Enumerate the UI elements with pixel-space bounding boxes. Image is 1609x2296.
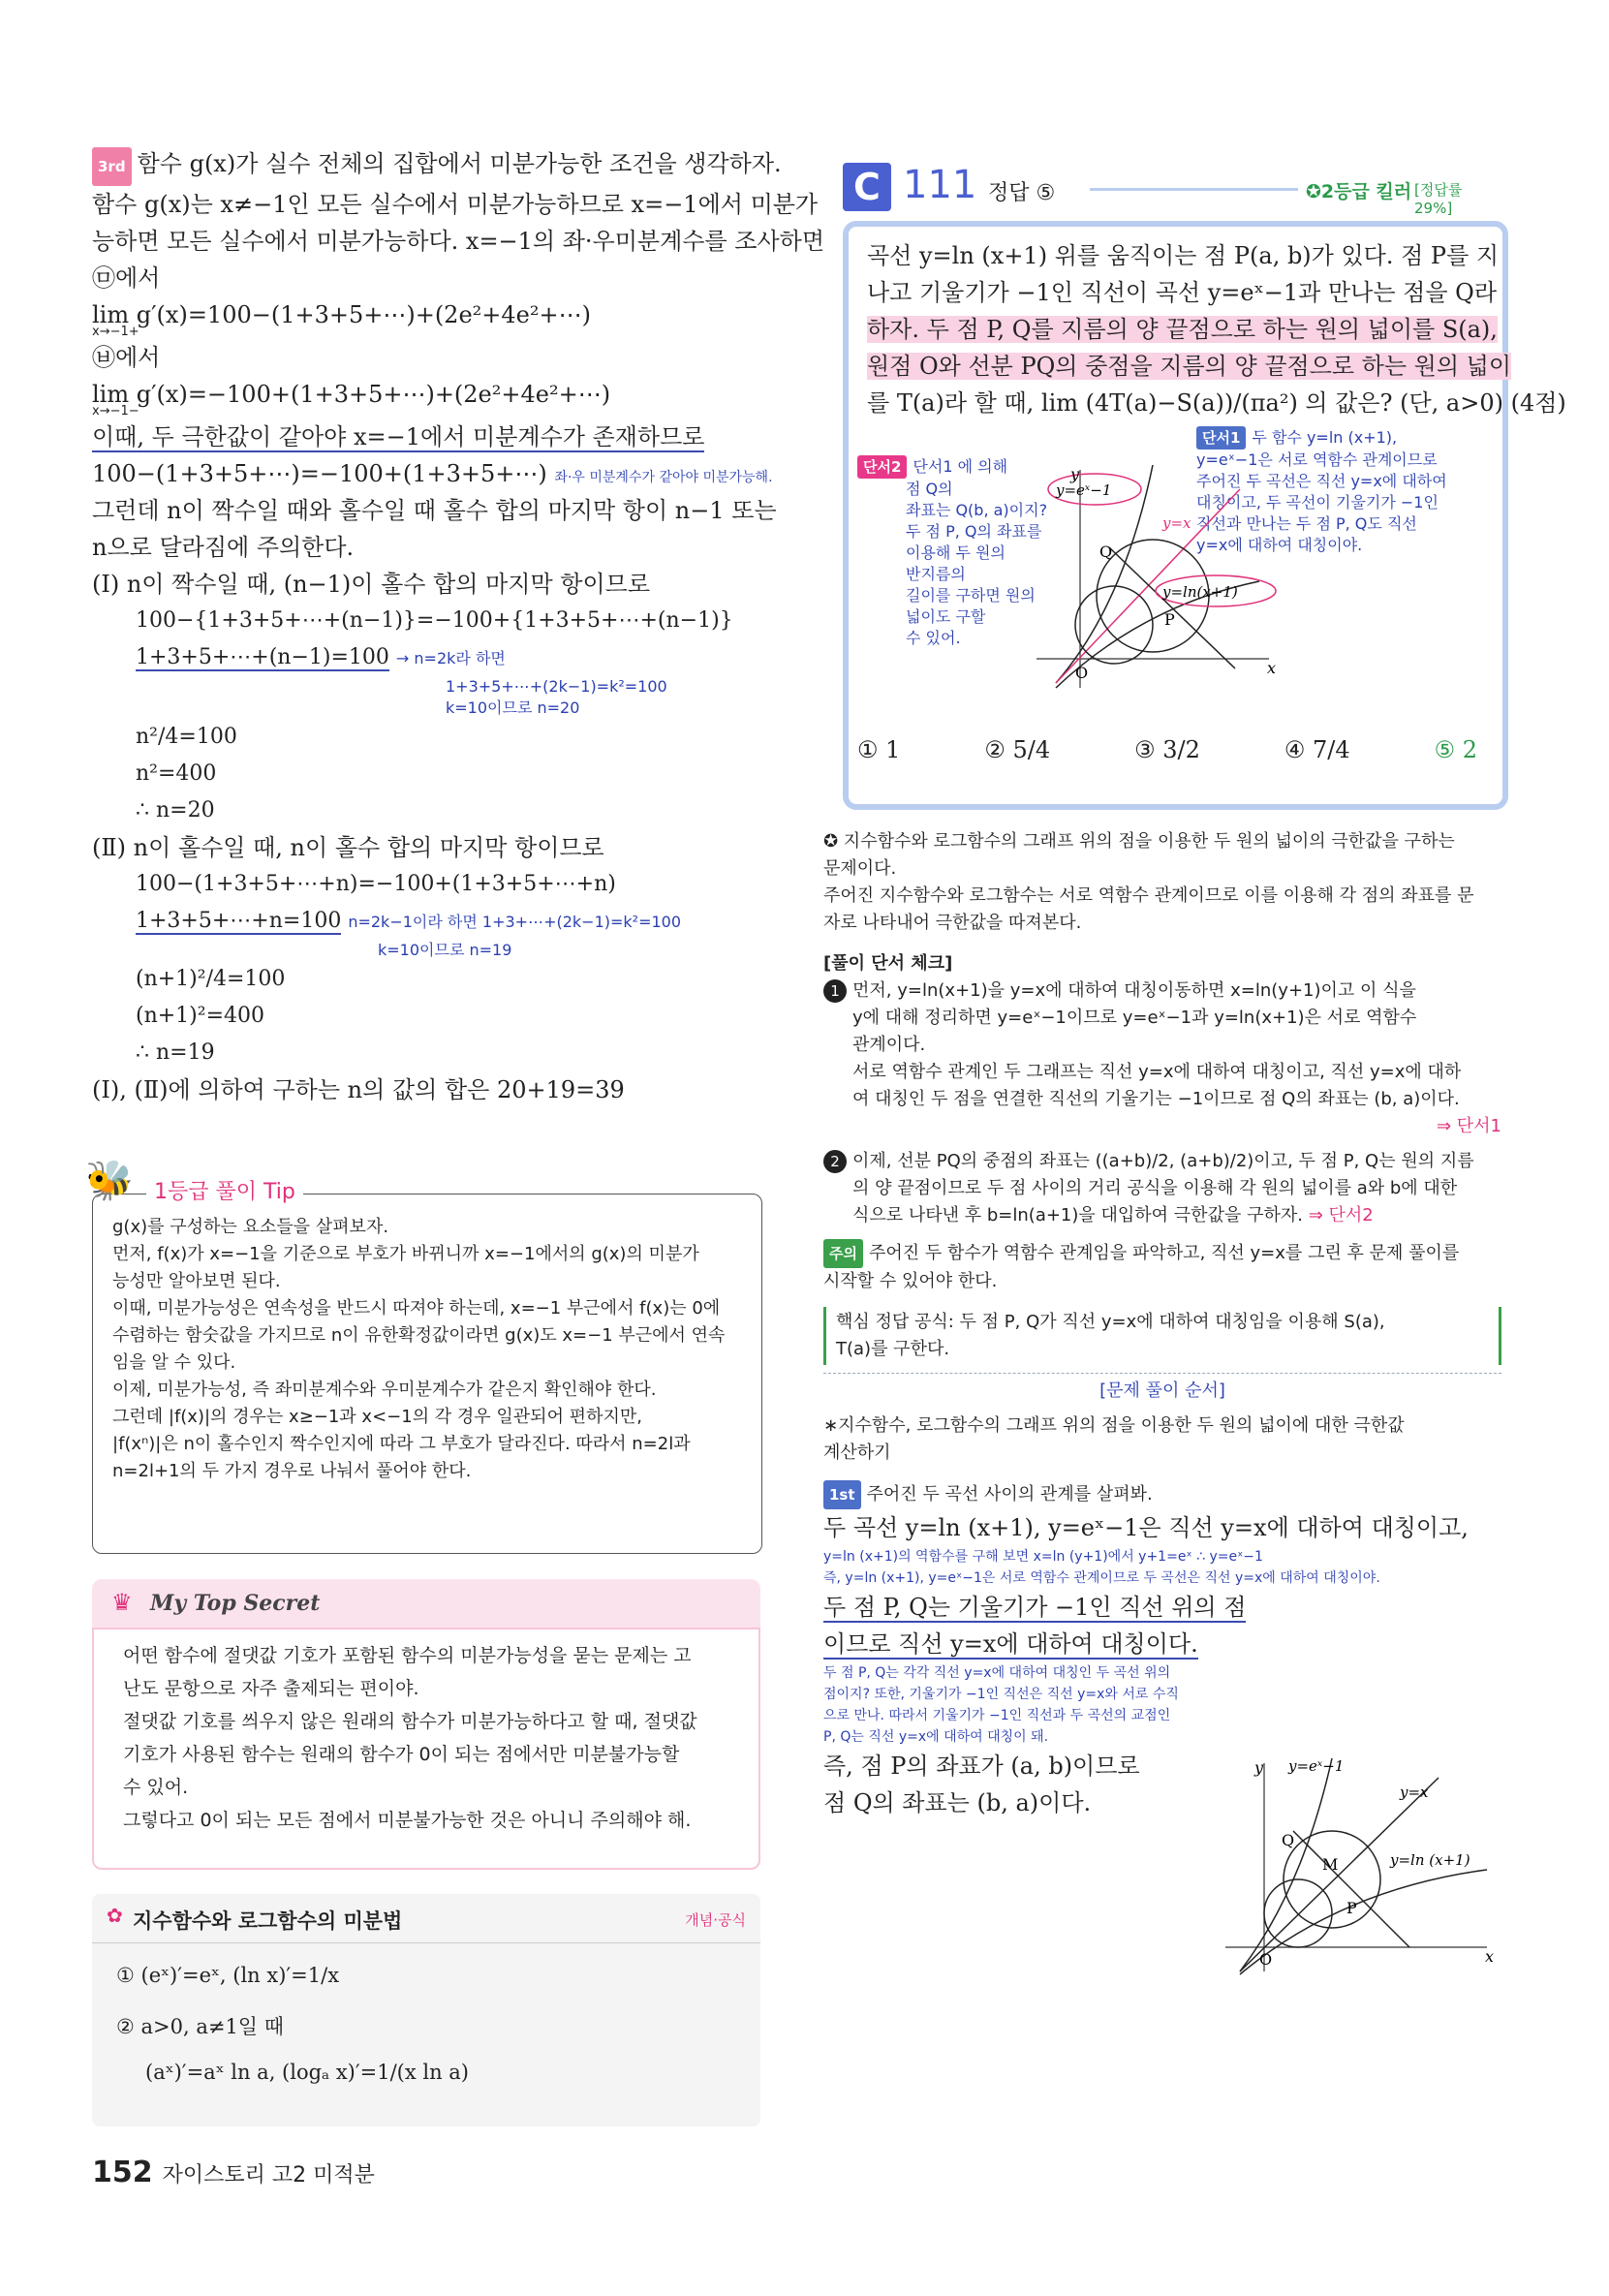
- intro-line-3: ㉤에서: [92, 264, 161, 292]
- overview-2: 주어진 지수함수와 로그함수는 서로 역함수 관계이므로 이를 이용해 각 점의 좌표를 문: [823, 885, 1474, 906]
- graph2-origin-label: O: [1259, 1950, 1273, 1969]
- graph2-y-label: y: [1254, 1758, 1264, 1777]
- key-box: [823, 1307, 1501, 1365]
- case2-line-3: (n+1)²=400: [136, 1004, 265, 1028]
- graph-x-label: x: [1267, 659, 1277, 677]
- tip-title: 1등급 풀이 Tip: [146, 1175, 303, 1205]
- intro-line-7: 이때, 두 극한값이 같아야 x=−1에서 미분계수가 존재하므로: [92, 423, 705, 450]
- problem-line-1: 나고 기울기가 −1인 직선이 곡선 y=eˣ−1과 만나는 점을 Q라: [867, 279, 1498, 306]
- step-badge: 3rd: [92, 147, 132, 186]
- secret-line-2: 절댓값 기호를 씌우지 않은 원래의 함수가 미분가능하다고 할 때, 절댓값: [123, 1711, 697, 1732]
- case2-line-4: ∴ n=19: [136, 1040, 215, 1065]
- order-0: ∗지수함수, 로그함수의 그래프 위의 점을 이용한 두 원의 넓이에 대한 극한값: [823, 1415, 1405, 1436]
- graph-exp-label: y=eˣ−1: [1056, 481, 1112, 499]
- case1-line-1: 1+3+5+⋯+(n−1)=100 → n=2k라 하면: [136, 645, 506, 669]
- hint2-line-4: 이용해 두 원의: [906, 543, 1006, 562]
- crown-icon: ♛: [111, 1589, 133, 1616]
- secret-box: [92, 1579, 760, 1870]
- secret-line-3: 기호가 사용된 함수는 원래의 함수가 0이 되는 점에서만 미분불가능할: [123, 1744, 680, 1765]
- left-column: [92, 145, 825, 1108]
- lim-sub-2: x→−1−: [92, 404, 139, 419]
- check2-0: 2 이제, 선분 PQ의 중점의 좌표는 ((a+b)/2, (a+b)/2)이고, 두 점 P, Q는 원의 지름: [823, 1148, 1501, 1175]
- hint2-line-8: 수 있어.: [906, 629, 961, 647]
- overview-3: 자로 나타내어 극한값을 따져본다.: [823, 913, 1082, 933]
- tip-line-0: g(x)를 구성하는 요소들을 살펴보자.: [112, 1217, 389, 1237]
- choices: [857, 736, 1477, 763]
- key-0: 핵심 정답 공식: 두 점 P, Q가 직선 y=x에 대하여 대칭임을 이용해 S(a),: [836, 1312, 1385, 1332]
- check1-2: 관계이다.: [852, 1035, 926, 1055]
- line-yx-2: [1240, 1778, 1439, 1971]
- hint2-line-3: 두 점 P, Q의 좌표를: [906, 522, 1042, 541]
- choice-3[interactable]: ③ 3/2: [1134, 736, 1200, 763]
- caution-tag: 주의: [823, 1239, 863, 1268]
- choice-1[interactable]: ① 1: [857, 736, 901, 763]
- problem-graph: [1017, 460, 1279, 693]
- graph-y-label: y: [1070, 465, 1080, 483]
- lim-sub-1: x→−1+: [92, 325, 139, 339]
- graph2-M-label: M: [1322, 1855, 1339, 1874]
- choice-4[interactable]: ④ 7/4: [1284, 736, 1350, 763]
- tip-line-5: 임을 알 수 있다.: [112, 1352, 236, 1373]
- graph2-x-label: x: [1485, 1947, 1495, 1966]
- order-1: 계산하기: [823, 1443, 891, 1463]
- note-lr: 좌·우 미분계수가 같아야 미분가능해.: [554, 470, 773, 485]
- secret-line-0: 어떤 함수에 절댓값 기호가 포함된 함수의 미분가능성을 묻는 문제는 고: [123, 1645, 692, 1666]
- check1-0: 1 먼저, y=ln(x+1)을 y=x에 대하여 대칭이동하면 x=ln(y+1)이고 이 식을: [823, 977, 1501, 1005]
- category-letter: C: [843, 163, 891, 211]
- case1-line-0: 100−{1+3+5+⋯+(n−1)}=−100+{1+3+5+⋯+(n−1)}: [136, 608, 733, 633]
- grade-label: ✪2등급 킬러: [1306, 181, 1412, 202]
- secret-line-1: 난도 문항으로 자주 출제되는 편이야.: [123, 1678, 419, 1699]
- check1-ref: ⇒ 단서1: [1436, 1116, 1501, 1136]
- bee-icon: 🐝: [85, 1159, 134, 1203]
- book-title: 자이스토리 고2 미적분: [162, 2163, 375, 2187]
- answer-label: 정답 ⑤: [988, 181, 1056, 205]
- graph-log-label: y=ln(x+1): [1162, 583, 1238, 601]
- graph2-log-label: y=ln (x+1): [1390, 1851, 1470, 1869]
- conclusion: (Ⅰ), (Ⅱ)에 의하여 구하는 n의 값의 합은 20+19=39: [92, 1076, 625, 1103]
- graph-origin-label: O: [1075, 664, 1089, 682]
- hint2-line-5: 반지름의: [906, 565, 966, 583]
- tip-line-2: 능성만 알아보면 된다.: [112, 1271, 281, 1291]
- overview-1: 문제이다.: [823, 858, 897, 879]
- key-1: T(a)를 구한다.: [836, 1339, 950, 1359]
- step1-note2-1: 점이지? 또한, 기울기가 −1인 직선은 직선 y=x와 서로 수직: [823, 1687, 1179, 1702]
- step1-head: 1st 주어진 두 곡선 사이의 관계를 살펴봐.: [823, 1480, 1501, 1509]
- hint2-tag: 단서2: [857, 455, 907, 479]
- case1-line-4: ∴ n=20: [136, 798, 215, 822]
- problem-line-3: 원점 O와 선분 PQ의 중점을 지름의 양 끝점으로 하는 원의 넓이: [867, 353, 1512, 380]
- intro-line-1: 함수 g(x)는 x≠−1인 모든 실수에서 미분가능하므로 x=−1에서 미분가: [92, 191, 819, 218]
- choice-2[interactable]: ② 5/4: [984, 736, 1051, 763]
- problem-number: 111: [903, 163, 977, 207]
- caution-1: 시작할 수 있어야 한다.: [823, 1271, 998, 1291]
- hint2-line-1: 점 Q의: [906, 480, 953, 498]
- check2-1: 의 양 끝점이므로 두 점 사이의 거리 공식을 이용해 각 원의 넓이를 a와 b에 대한: [852, 1178, 1458, 1198]
- solution-graph: [1206, 1753, 1497, 1976]
- secret-line-4: 수 있어.: [123, 1777, 189, 1798]
- hint1-line-2: 주어진 두 곡선은 직선 y=x에 대하여: [1196, 472, 1447, 490]
- case1-line-2: n²/4=100: [136, 725, 237, 749]
- rate-label: [정답률 29%]: [1414, 181, 1463, 217]
- step1-note1-1: 즉, y=ln (x+1), y=eˣ−1은 서로 역함수 관계이므로 두 곡선은 직선 y=x에 대하여 대칭이야.: [823, 1570, 1380, 1586]
- check-title: [풀이 단서 체크]: [823, 953, 953, 974]
- graph2-exp-label: y=eˣ−1: [1288, 1757, 1345, 1775]
- formula-line-3: (aˣ)′=aˣ ln a, (logₐ x)′=1/(x ln a): [145, 2061, 470, 2084]
- formula-header: [92, 1894, 760, 1943]
- problem-line-4: 를 T(a)라 할 때, lim (4T(a)−S(a))/(πa²) 의 값은? (단, a>0) (4점): [867, 389, 1566, 417]
- step1-note2-3: P, Q는 직선 y=x에 대하여 대칭이 돼.: [823, 1729, 1049, 1745]
- intro-line-0: 3rd 함수 g(x)가 실수 전체의 집합에서 미분가능한 조건을 생각하자.: [92, 145, 760, 186]
- secret-line-5: 그렇다고 0이 되는 모든 점에서 미분불가능한 것은 아니니 주의해야 해.: [123, 1810, 692, 1831]
- order-title: [문제 풀이 순서]: [823, 1373, 1501, 1405]
- bullet-2-icon: 2: [823, 1150, 847, 1173]
- tip-line-9: n=2l+1의 두 가지 경우로 나눠서 풀어야 한다.: [112, 1461, 472, 1481]
- case1-line-3: n²=400: [136, 761, 217, 786]
- graph2-Q-label: Q: [1282, 1831, 1295, 1849]
- formula-title: 지수함수와 로그함수의 미분법: [133, 1909, 403, 1933]
- tip-line-8: |f(xⁿ)|은 n이 홀수인지 짝수인지에 따라 그 부호가 달라진다. 따라서 n=2l과: [112, 1434, 691, 1454]
- hint2: 단서2 단서1 에 의해 점 Q의 좌표는 Q(b, a)이지? 두 점 P, Q의 좌표를 이용해 두 원의 반지름의 길이를 구하면 원의 넓이도 구할 수 있어.: [857, 455, 1047, 649]
- check1-4: 여 대칭인 두 점을 연결한 직선의 기울기는 −1이므로 점 Q의 좌표는 (b, a)이다.: [852, 1089, 1460, 1109]
- step1-line5: 점 Q의 좌표는 (b, a)이다.: [823, 1789, 1092, 1816]
- tip-line-4: 수렴하는 함숫값을 가지므로 n이 유한확정값이라면 g(x)도 x=−1 부근에서 연속: [112, 1325, 726, 1346]
- step1-line3: 이므로 직선 y=x에 대하여 대칭이다.: [823, 1630, 1198, 1658]
- case2-line-1: 1+3+5+⋯+n=100 n=2k−1이라 하면 1+3+⋯+(2k−1)=k²=100: [136, 909, 682, 933]
- problem-line-2: 하자. 두 점 P, Q를 지름의 양 끝점으로 하는 원의 넓이를 S(a),: [867, 316, 1498, 343]
- step1-note2-2: 으로 만나. 따라서 기울기가 −1인 직선과 두 곡선의 교점인: [823, 1708, 1171, 1723]
- log-curve-2: [1240, 1870, 1487, 1974]
- hint1: 단서1 두 함수 y=ln (x+1), y=eˣ−1은 서로 역함수 관계이므로 주어진 두 곡선은 직선 y=x에 대하여 대칭이고, 두 곡선이 기울기가 −1인 직선과 만나는 두 점 P, Q도 직선 y=x에 대하여 대칭이야.: [1196, 428, 1447, 554]
- formula-line-2: ② a>0, a≠1일 때: [116, 2015, 285, 2038]
- hint2-line-2: 좌표는 Q(b, a)이지?: [906, 501, 1048, 519]
- page-number: 152: [92, 2156, 153, 2189]
- step1-note1-0: y=ln (x+1)의 역함수를 구해 보면 x=ln (y+1)에서 y+1=eˣ ∴ y=eˣ−1: [823, 1549, 1263, 1565]
- overview-0: ✪ 지수함수와 로그함수의 그래프 위의 점을 이용한 두 원의 넓이의 극한값을 구하는: [823, 831, 1455, 852]
- graph2-P-label: P: [1346, 1899, 1357, 1917]
- hint1-line-4: 직선과 만나는 두 점 P, Q도 직선: [1196, 514, 1417, 533]
- tip-body: [112, 1214, 725, 1485]
- tip-line-1: 먼저, f(x)가 x=−1을 기준으로 부호가 바뀌니까 x=−1에서의 g(x)의 미분가: [112, 1244, 699, 1264]
- step1-badge: 1st: [823, 1480, 861, 1509]
- hint1-line-1: y=eˣ−1은 서로 역함수 관계이므로: [1196, 450, 1438, 469]
- case2-line-0: 100−(1+3+5+⋯+n)=−100+(1+3+5+⋯+n): [136, 872, 616, 896]
- header-rule: [1090, 188, 1298, 191]
- explanation: [823, 828, 1501, 1821]
- choice-5[interactable]: ⑤ 2: [1434, 736, 1477, 763]
- page-footer: [92, 2156, 375, 2189]
- problem-text: [867, 237, 1566, 421]
- intro-line-5: ㉥에서: [92, 344, 161, 371]
- step1-line4: 즉, 점 P의 좌표가 (a, b)이므로: [823, 1753, 1140, 1780]
- problem-header: [843, 163, 1497, 217]
- formula-box: [92, 1894, 760, 2126]
- case2-note-1: k=10이므로 n=19: [378, 941, 512, 959]
- case1-head: (Ⅰ) n이 짝수일 때, (n−1)이 홀수 합의 마지막 항이므로: [92, 571, 651, 598]
- hint1-tag: 단서1: [1196, 426, 1246, 450]
- intro-line-10: n으로 달라짐에 주의한다.: [92, 534, 355, 561]
- hint1-line-3: 대칭이고, 두 곡선이 기울기가 −1인: [1196, 493, 1439, 512]
- case1-note-1: 1+3+5+⋯+(2k−1)=k²=100: [446, 677, 667, 696]
- caution-0: 주의 주어진 두 함수가 역함수 관계임을 파악하고, 직선 y=x를 그린 후 문제 풀이를: [823, 1239, 1501, 1268]
- hint2-line-6: 길이를 구하면 원의: [906, 586, 1036, 605]
- intro-line-2: 능하면 모든 실수에서 미분가능하다. x=−1의 좌·우미분계수를 조사하면: [92, 228, 825, 255]
- case1-note-2: k=10이므로 n=20: [446, 698, 580, 717]
- formula-tag: 개념·공식: [685, 1911, 746, 1929]
- bullet-1-icon: 1: [823, 979, 847, 1003]
- secret-title: My Top Secret: [150, 1591, 321, 1616]
- graph-P-label: P: [1164, 610, 1175, 629]
- case2-line-2: (n+1)²/4=100: [136, 967, 286, 991]
- graph2-line-label: y=x: [1400, 1784, 1429, 1801]
- secret-body: [92, 1628, 760, 1870]
- tip-line-3: 이때, 미분가능성은 연속성을 반드시 따져야 하는데, x=−1 부근에서 f(x)는 0에: [112, 1298, 721, 1319]
- check2-2: 식으로 나타낸 후 b=ln(a+1)을 대입하여 극한값을 구하자. ⇒ 단서2: [852, 1205, 1374, 1226]
- graph-Q-label: Q: [1099, 543, 1113, 561]
- intro-line-4: lim g′(x)=100−(1+3+5+⋯)+(2e²+4e²+⋯): [92, 301, 591, 328]
- check1-3: 서로 역함수 관계인 두 그래프는 직선 y=x에 대하여 대칭이고, 직선 y=x에 대하: [852, 1062, 1462, 1082]
- tip-line-7: 그런데 |f(x)|의 경우는 x≥−1과 x<−1의 각 경우 일관되어 편하지만,: [112, 1407, 642, 1427]
- case2-head: (Ⅱ) n이 홀수일 때, n이 홀수 합의 마지막 항이므로: [92, 834, 604, 861]
- tip-line-6: 이제, 미분가능성, 즉 좌미분계수와 우미분계수가 같은지 확인해야 한다.: [112, 1380, 657, 1400]
- intro-line-9: 그런데 n이 짝수일 때와 홀수일 때 홀수 합의 마지막 항이 n−1 또는: [92, 497, 777, 524]
- intro-line-6: lim g′(x)=−100+(1+3+5+⋯)+(2e²+4e²+⋯): [92, 381, 611, 408]
- line-slope-2: [1293, 1831, 1409, 1947]
- step1-note2-0: 두 점 P, Q는 각각 직선 y=x에 대하여 대칭인 두 곡선 위의: [823, 1665, 1171, 1681]
- step1-line2: 두 점 P, Q는 기울기가 −1인 직선 위의 점: [823, 1594, 1247, 1621]
- hint1-line-5: y=x에 대하여 대칭이야.: [1196, 536, 1363, 554]
- graph-line-label: y=x: [1162, 514, 1191, 532]
- check2-ref: ⇒ 단서2: [1308, 1205, 1374, 1226]
- intro-line-8: 100−(1+3+5+⋯)=−100+(1+3+5+⋯) 좌·우 미분계수가 같아야 미분가능해.: [92, 460, 773, 487]
- check1-1: y에 대해 정리하면 y=eˣ−1이므로 y=eˣ−1과 y=ln(x+1)은 서로 역함수: [852, 1008, 1417, 1028]
- problem-line-0: 곡선 y=ln (x+1) 위를 움직이는 점 P(a, b)가 있다. 점 P를 지: [867, 242, 1500, 269]
- formula-line-1: ① (eˣ)′=eˣ, (ln x)′=1/x: [116, 1964, 340, 1987]
- hint2-line-7: 넓이도 구할: [906, 607, 986, 626]
- step1-line1: 두 곡선 y=ln (x+1), y=eˣ−1은 직선 y=x에 대하여 대칭이고,: [823, 1514, 1469, 1541]
- tip-box: [85, 1159, 762, 1554]
- flower-icon: ✿: [107, 1904, 123, 1927]
